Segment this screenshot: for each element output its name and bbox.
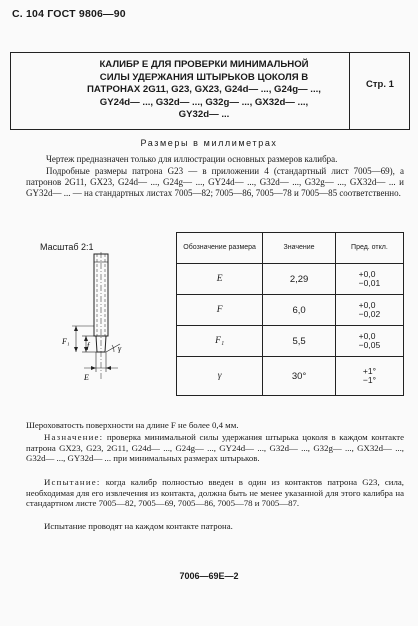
row-tolerance bbox=[335, 326, 403, 357]
tol-lower: −0,01 bbox=[358, 277, 381, 288]
title-divider bbox=[349, 53, 350, 129]
table-row bbox=[177, 264, 404, 295]
dimensions-table bbox=[176, 232, 404, 396]
table-row bbox=[177, 295, 404, 326]
col-header-value: Значение bbox=[263, 233, 336, 264]
title-line: СИЛЫ УДЕРЖАНИЯ ШТЫРЬКОВ ЦОКОЛЯ В bbox=[99, 71, 309, 83]
dim-label-f: f bbox=[87, 341, 90, 350]
tol-lower: −0,02 bbox=[358, 308, 381, 319]
tol-lower: −1° bbox=[362, 374, 376, 385]
roughness-text: Шероховатость поверхности на длине F не более 0,4 мм. bbox=[26, 420, 239, 430]
row-tolerance bbox=[335, 357, 403, 396]
row-symbol: F bbox=[177, 295, 263, 326]
title-line: ПАТРОНАХ 2G11, G23, GX23, G24d— ..., G24g— ..., bbox=[87, 84, 321, 95]
dim-label-e: E bbox=[84, 373, 89, 382]
sheet-page-label: Стр. 1 bbox=[366, 79, 394, 90]
row-value: 5,5 bbox=[263, 326, 336, 357]
test-label: Испытание: bbox=[44, 477, 101, 487]
title-line: GY24d— ..., G32d— ..., G32g— ..., GX32d— ..., bbox=[99, 96, 309, 108]
tol-upper: +0,0 bbox=[358, 330, 376, 341]
row-symbol: F₁ bbox=[177, 326, 263, 357]
tol-upper: +0,0 bbox=[358, 299, 376, 310]
row-symbol: γ bbox=[177, 357, 263, 396]
page-header bbox=[12, 8, 126, 20]
table-header-row bbox=[177, 233, 404, 264]
tol-lower: −0,05 bbox=[358, 339, 381, 350]
purpose-text: проверка минимальной силы удержания штырька цоколя в каждом контакте патрона GX23, G23, 2G11, G24d— ..., G24g— ..., GY24d— ..., G32d— ..., G32g— ..., GX32d— ..., G32d— ..., GY32d— ... при минимальных размерах штырьков. bbox=[26, 432, 404, 464]
row-value: 2,29 bbox=[263, 264, 336, 295]
final-note-text: Испытание проводят на каждом контакте патрона. bbox=[44, 521, 233, 531]
table-row bbox=[177, 357, 404, 396]
tol-upper: +1° bbox=[362, 365, 376, 376]
intro-paragraph bbox=[26, 154, 404, 165]
col-header-tolerance: Пред. откл. bbox=[335, 233, 403, 264]
footer-sheet-code: 7006—69Е—2 bbox=[179, 571, 239, 581]
standard-code: ГОСТ 9806—90 bbox=[47, 8, 126, 20]
details-text: Подробные размеры патрона G23 — в приложении 4 (стандартный лист 7005—69), а патронов 2G11, GX23, G24d— ..., G24g— ..., GY24d— ..., G32d— ..., G32g— ..., GX32d— ... и GY32d— ... — на стандартных листах 7005—82; 7005—86, 7005—78 и 7005—85 соответственно. bbox=[26, 166, 404, 198]
row-tolerance bbox=[335, 295, 403, 326]
dim-label-f1: F₁ bbox=[62, 337, 70, 346]
title-block bbox=[10, 52, 410, 130]
row-symbol: E bbox=[177, 264, 263, 295]
units-note: Размеры в миллиметрах bbox=[140, 138, 278, 148]
purpose-section bbox=[26, 432, 404, 464]
final-note bbox=[26, 521, 404, 532]
page-number: С. 104 bbox=[12, 8, 45, 20]
tol-upper: +0,0 bbox=[358, 268, 376, 279]
purpose-label: Назначение: bbox=[44, 432, 104, 442]
row-value: 30° bbox=[263, 357, 336, 396]
gauge-drawing bbox=[56, 252, 166, 392]
test-section bbox=[26, 477, 404, 509]
dim-label-gamma: γ bbox=[118, 344, 122, 353]
document-title bbox=[59, 59, 349, 122]
title-line: КАЛИБР Е ДЛЯ ПРОВЕРКИ МИНИМАЛЬНОЙ bbox=[99, 59, 309, 70]
intro-text: Чертеж предназначен только для иллюстрации основных размеров калибра. bbox=[46, 154, 338, 164]
details-paragraph bbox=[26, 166, 404, 199]
table-row bbox=[177, 326, 404, 357]
row-value: 6,0 bbox=[263, 295, 336, 326]
row-tolerance bbox=[335, 264, 403, 295]
test-text: когда калибр полностью введен в один из контактов патрона G23, сила, необходимая для его извлечения из контакта, должна быть не менее указанной для этого калибра на стандартном листе 7005—82, 7005—69, 7005—86, 7005—78 и 7005—87. bbox=[26, 477, 404, 509]
title-line: GY32d— ... bbox=[178, 109, 230, 120]
scale-label: Масштаб 2:1 bbox=[40, 242, 94, 252]
col-header-symbol: Обозначение размера bbox=[177, 233, 263, 264]
roughness-note bbox=[26, 420, 404, 431]
